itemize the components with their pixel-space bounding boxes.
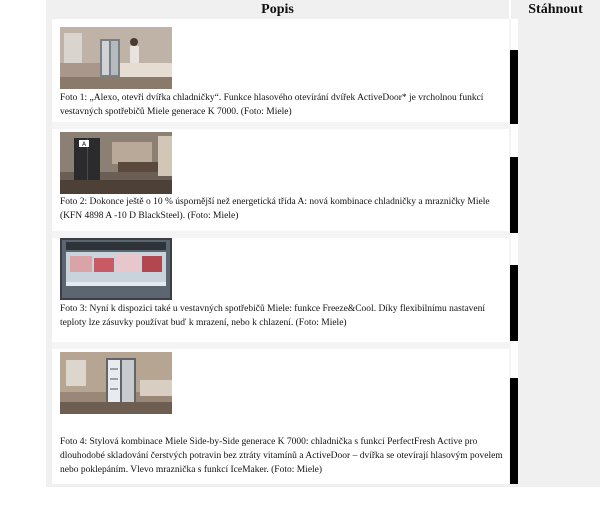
kitchen-photo-4	[60, 352, 172, 414]
download-link-4[interactable]	[510, 378, 518, 484]
photo-thumbnail-2[interactable]	[60, 132, 172, 194]
svg-text:A: A	[81, 141, 87, 148]
photo-caption-2: Foto 2: Dokonce ještě o 10 % úspornější než energetická třída A: nová kombinace chladničky a mrazničky Miele (KFN 4898 A -10 D BlackSteel). (Foto: Miele)	[60, 197, 490, 221]
table-bottom-border	[46, 484, 600, 487]
row-separator	[52, 231, 509, 238]
photo-thumbnail-4[interactable]	[60, 352, 172, 414]
freezer-drawer-photo	[60, 238, 172, 300]
photo-thumbnail-3[interactable]	[60, 238, 172, 300]
download-link-2[interactable]	[510, 157, 518, 233]
photo-caption-1: Foto 1: „Alexo, otevři dvířka chladničky“. Funkce hlasového otevírání dvířek ActiveDoor* je vrcholnou funkcí vestavných spotřebičů Miele generace K 7000. (Foto: Miele)	[60, 93, 484, 117]
column-header-stahnout: Stáhnout	[511, 0, 600, 19]
photo-thumbnail-1[interactable]	[60, 27, 172, 89]
download-link-1[interactable]	[510, 50, 518, 124]
photo-row-4	[52, 349, 509, 484]
photo-caption-4: Foto 4: Stylová kombinace Miele Side-by-Side generace K 7000: chladnička s funkcí PerfectFresh Active pro dlouhodobé skladování čerstvých potravin bez ztráty vitamínů a ActiveDoor – dvířka se otevírají hlasovým povelem nebo poklepáním. Vlevo mraznička s funkcí IceMaker. (Foto: Miele)	[60, 437, 503, 475]
row-separator	[52, 342, 509, 349]
photo-row-1	[52, 19, 509, 127]
photo-row-3	[52, 238, 509, 346]
kitchen-photo-2	[60, 132, 172, 194]
photo-row-2	[52, 129, 509, 233]
kitchen-photo-1	[60, 27, 172, 89]
download-column-background	[518, 19, 600, 487]
row-separator	[52, 122, 509, 129]
column-header-popis: Popis	[46, 0, 509, 19]
photo-caption-3: Foto 3: Nyní k dispozici také u vestavných spotřebičů Miele: funkce Freeze&Cool. Díky flexibilnímu nastavení teploty lze zásuvky používat buď k mrazení, nebo k chlazení. (Foto: Miele)	[60, 304, 486, 328]
download-link-3[interactable]	[510, 265, 518, 341]
